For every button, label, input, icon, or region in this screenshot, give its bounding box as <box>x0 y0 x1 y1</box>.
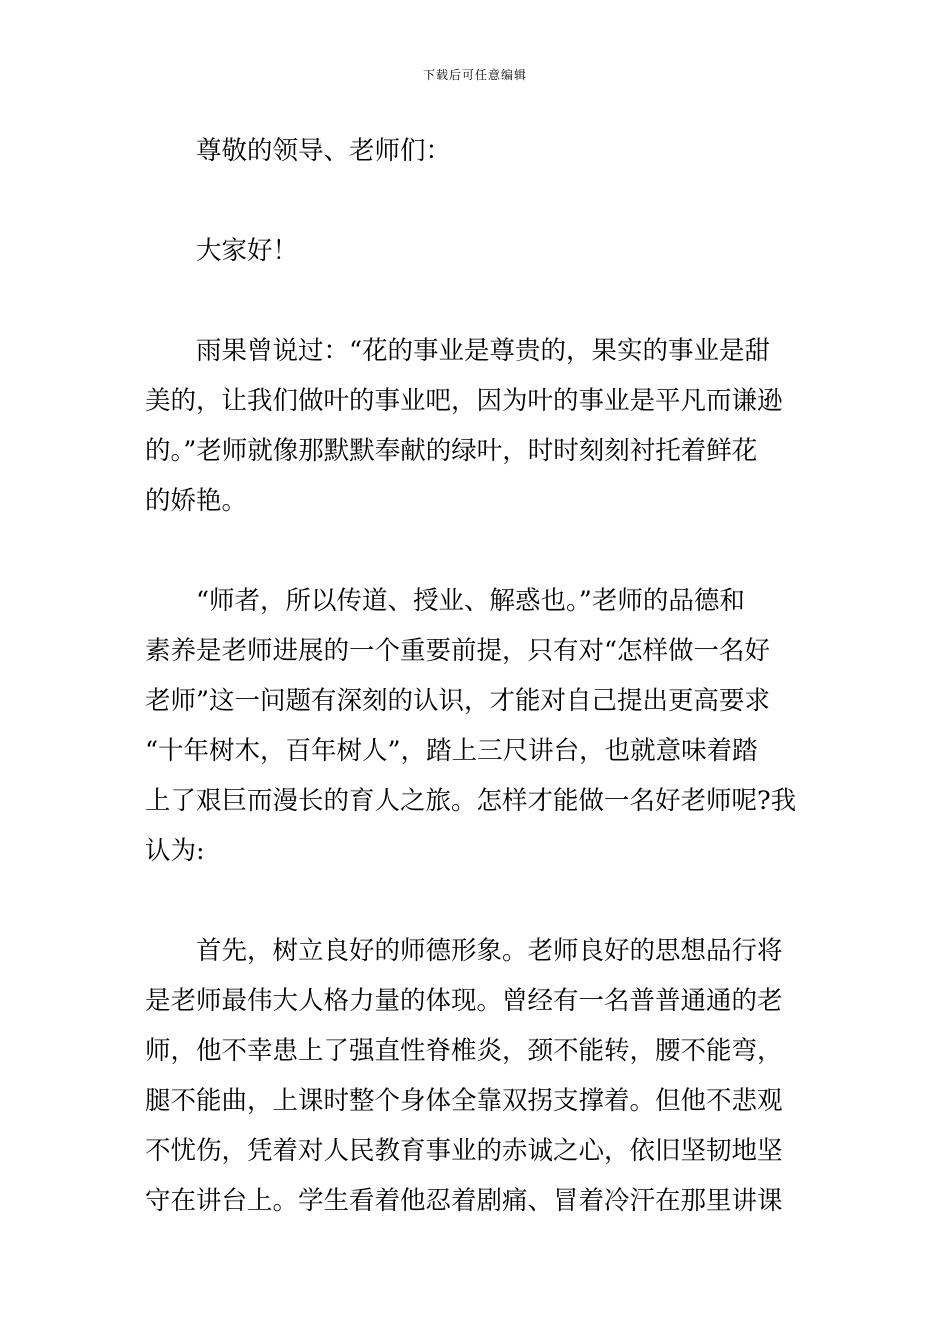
paragraph-line: 师，他不幸患上了强直性脊椎炎，颈不能转，腰不能弯， <box>145 1036 783 1066</box>
paragraph-gap <box>145 526 805 576</box>
paragraph-line: 素养是老师进展的一个重要前提，只有对“怎样做一名好 <box>145 636 771 666</box>
paragraph-line: 美的，让我们做叶的事业吧，因为叶的事业是平凡而谦逊 <box>145 386 783 416</box>
paragraph-gap <box>145 876 805 926</box>
paragraph-line: 腿不能曲，上课时整个身体全靠双拐支撑着。但他不悲观 <box>145 1086 783 1116</box>
paragraph-line: 首先，树立良好的师德形象。老师良好的思想品行将 <box>196 936 783 966</box>
paragraph-line: 认为: <box>145 836 205 866</box>
paragraph-line: 不忧伤，凭着对人民教育事业的赤诚之心，依旧坚韧地坚 <box>145 1136 783 1166</box>
paragraph-hugo-quote <box>145 326 805 526</box>
paragraph-line: 守在讲台上。学生看着他忍着剧痛、冒着冷汗在那里讲课 <box>145 1186 783 1216</box>
paragraph-line: 的娇艳。 <box>145 486 248 516</box>
header-note: 下载后可任意编辑 <box>422 68 527 82</box>
paragraph-teacher-ethics <box>145 926 805 1226</box>
paragraph-line: “师者，所以传道、授业、解惑也。”老师的品德和 <box>196 586 745 616</box>
salutation: 尊敬的领导、老师们： <box>196 136 452 166</box>
paragraph-teacher-role <box>145 576 805 876</box>
paragraph-line: 的。”老师就像那默默奉献的绿叶，时时刻刻衬托着鲜花 <box>145 436 758 466</box>
paragraph-gap <box>145 176 805 226</box>
greeting: 大家好！ <box>196 236 299 266</box>
paragraph-line: “十年树木，百年树人”，踏上三尺讲台，也就意味着踏 <box>145 736 758 766</box>
paragraph-line: 老师”这一问题有深刻的认识，才能对自己提出更高要求 <box>145 686 771 716</box>
document-body <box>145 126 805 1226</box>
paragraph-line: 雨果曾说过：“花的事业是尊贵的，果实的事业是甜 <box>196 336 771 366</box>
paragraph-gap <box>145 276 805 326</box>
paragraph-line: 是老师最伟大人格力量的体现。曾经有一名普普通通的老 <box>145 986 783 1016</box>
paragraph-line: 上了艰巨而漫长的育人之旅。怎样才能做一名好老师呢?我 <box>145 786 797 816</box>
